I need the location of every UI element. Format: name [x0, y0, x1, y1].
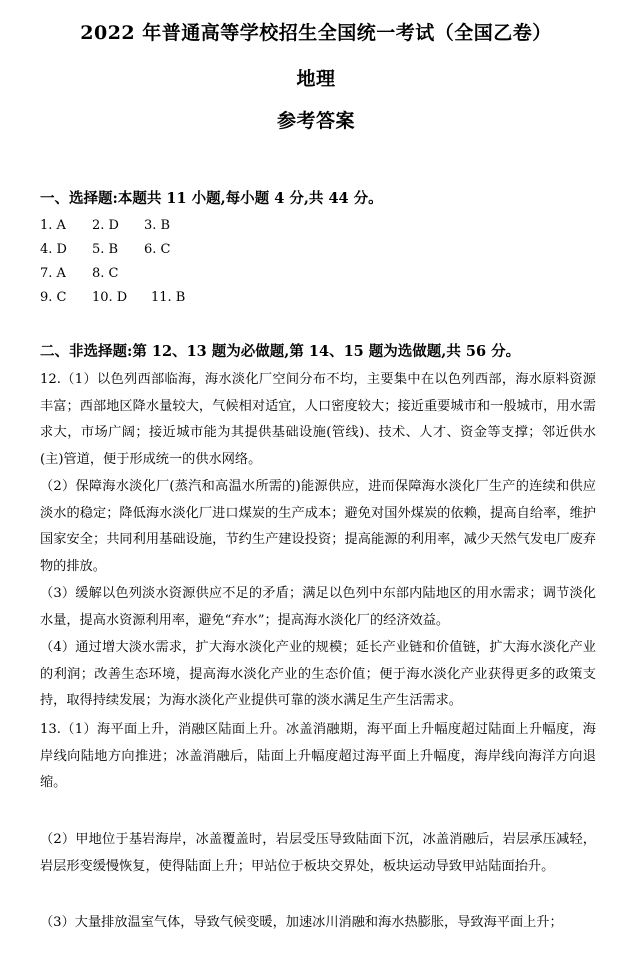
answer-item: 9. C [40, 290, 67, 305]
answer-item: 7. A [40, 266, 66, 281]
document-title: 2022 年普通高等学校招生全国统一考试（全国乙卷） [80, 22, 552, 44]
answer-paragraph-12-3: （3）缓解以色列淡水资源供应不足的矛盾；满足以色列中东部内陆地区的用水需求；调节淡化水量，提高水资源利用率，避免“弃水”；提高海水淡化厂的经济效益。 [40, 586, 596, 628]
answer-item: 4. D [40, 242, 67, 257]
answer-paragraph-13-2: （2）甲地位于基岩海岸，冰盖覆盖时，岩层受压导致陆面下沉，冰盖消融后，岩层承压减轻，岩层形变缓慢恢复，使得陆面上升；甲站位于板块交界处，板块运动导致甲站陆面抬升。 [40, 832, 596, 874]
answer-item: 10. D [92, 290, 128, 305]
answer-item: 5. B [92, 242, 119, 257]
answer-paragraph-12-4: （4）通过增大淡水需求，扩大海水淡化产业的规模；延长产业链和价值链，扩大海水淡化产业的利润；改善生态环境，提高海水淡化产业的生态价值；便于海水淡化产业获得更多的政策支持，取得持续发展；为海水淡化产业提供可靠的淡水满足生产生活需求。 [40, 640, 596, 709]
answer-item: 3. B [144, 218, 171, 233]
answer-item: 1. A [40, 218, 66, 233]
subject-title: 地理 [296, 68, 336, 90]
section-1-heading: 一、选择题:本题共 11 小题,每小题 4 分,共 44 分。 [40, 190, 383, 207]
answer-item: 11. B [151, 290, 186, 305]
answer-item: 6. C [144, 242, 171, 257]
section-2-heading: 二、非选择题:第 12、13 题为必做题,第 14、15 题为选做题,共 56 分。 [40, 343, 521, 360]
answer-item: 2. D [92, 218, 119, 233]
answer-paragraph-12-1: 12.（1）以色列西部临海，海水淡化厂空间分布不均，主要集中在以色列西部，海水原料资源丰富；西部地区降水量较大，气候相对适宜，人口密度较大；接近重要城市和一般城市，用水需求大，市场广阔；接近城市能为其提供基础设施(管线)、技术、人才、资金等支撑；邻近供水(主)管道，便于形成统一的供水网络。 [40, 372, 596, 467]
answer-paragraph-13-1: 13.（1）海平面上升，消融区陆面上升。冰盖消融期，海平面上升幅度超过陆面上升幅度，海岸线向陆地方向推进；冰盖消融后，陆面上升幅度超过海平面上升幅度，海岸线向海洋方向退缩。 [40, 722, 596, 791]
answer-paragraph-12-2: （2）保障海水淡化厂(蒸汽和高温水所需的)能源供应，进而保障海水淡化厂生产的连续和供应淡水的稳定；降低海水淡化厂进口煤炭的生产成本；避免对国外煤炭的依赖，提高自给率，维护国家安全；共同利用基础设施，节约生产建设投资；提高能源的利用率，减少天然气发电厂废弃物的排放。 [40, 479, 596, 574]
answer-paragraph-13-3: （3）大量排放温室气体，导致气候变暖，加速冰川消融和海水热膨胀，导致海平面上升； [40, 915, 563, 930]
answer-key-title: 参考答案 [276, 110, 355, 132]
answer-item: 8. C [92, 266, 119, 281]
